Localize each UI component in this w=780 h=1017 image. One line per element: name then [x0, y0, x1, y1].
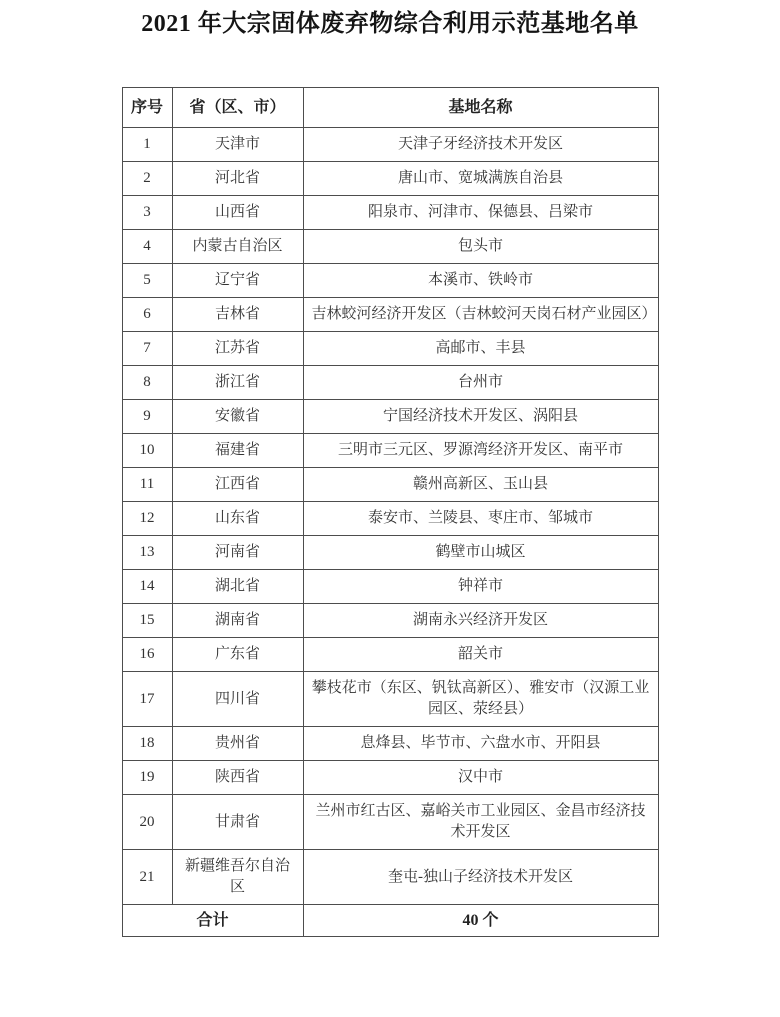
row-province: 四川省	[172, 672, 303, 727]
row-province: 湖北省	[172, 570, 303, 604]
table-row	[122, 264, 658, 298]
row-index: 20	[122, 795, 172, 850]
row-base-name: 奎屯-独山子经济技术开发区	[303, 850, 658, 905]
table-row	[122, 850, 658, 905]
row-province: 湖南省	[172, 604, 303, 638]
row-province: 福建省	[172, 434, 303, 468]
col-header-base-name: 基地名称	[303, 88, 658, 128]
row-province: 甘肃省	[172, 795, 303, 850]
row-base-name: 三明市三元区、罗源湾经济开发区、南平市	[303, 434, 658, 468]
row-base-name: 唐山市、宽城满族自治县	[303, 162, 658, 196]
table-row	[122, 128, 658, 162]
table-row	[122, 332, 658, 366]
table-row	[122, 366, 658, 400]
row-index: 11	[122, 468, 172, 502]
row-index: 3	[122, 196, 172, 230]
base-list-table	[122, 87, 659, 937]
table-row	[122, 672, 658, 727]
row-index: 19	[122, 761, 172, 795]
row-base-name: 阳泉市、河津市、保德县、吕梁市	[303, 196, 658, 230]
row-province: 山东省	[172, 502, 303, 536]
table-body	[122, 128, 658, 905]
row-base-name: 高邮市、丰县	[303, 332, 658, 366]
row-base-name: 泰安市、兰陵县、枣庄市、邹城市	[303, 502, 658, 536]
row-index: 9	[122, 400, 172, 434]
row-base-name: 本溪市、铁岭市	[303, 264, 658, 298]
row-base-name: 宁国经济技术开发区、涡阳县	[303, 400, 658, 434]
row-index: 15	[122, 604, 172, 638]
row-province: 河北省	[172, 162, 303, 196]
row-base-name: 天津子牙经济技术开发区	[303, 128, 658, 162]
table-row	[122, 727, 658, 761]
row-province: 河南省	[172, 536, 303, 570]
row-base-name: 钟祥市	[303, 570, 658, 604]
row-index: 13	[122, 536, 172, 570]
row-base-name: 台州市	[303, 366, 658, 400]
page-title: 2021 年大宗固体废弃物综合利用示范基地名单	[141, 11, 639, 37]
row-province: 陕西省	[172, 761, 303, 795]
row-base-name: 汉中市	[303, 761, 658, 795]
row-index: 2	[122, 162, 172, 196]
row-base-name: 兰州市红古区、嘉峪关市工业园区、金昌市经济技术开发区	[303, 795, 658, 850]
row-index: 17	[122, 672, 172, 727]
row-index: 10	[122, 434, 172, 468]
table-row	[122, 570, 658, 604]
col-header-province: 省（区、市）	[172, 88, 303, 128]
col-header-index: 序号	[122, 88, 172, 128]
row-base-name: 韶关市	[303, 638, 658, 672]
row-province: 辽宁省	[172, 264, 303, 298]
row-base-name: 鹤壁市山城区	[303, 536, 658, 570]
table-row	[122, 298, 658, 332]
row-province: 广东省	[172, 638, 303, 672]
row-province: 浙江省	[172, 366, 303, 400]
total-value: 40 个	[303, 905, 658, 937]
row-base-name: 赣州高新区、玉山县	[303, 468, 658, 502]
table-header-row	[122, 88, 658, 128]
table-row	[122, 502, 658, 536]
row-base-name: 包头市	[303, 230, 658, 264]
row-index: 7	[122, 332, 172, 366]
table-footer-row	[122, 905, 658, 937]
table-row	[122, 230, 658, 264]
table-row	[122, 400, 658, 434]
table-row	[122, 536, 658, 570]
row-index: 14	[122, 570, 172, 604]
row-index: 1	[122, 128, 172, 162]
row-base-name: 攀枝花市（东区、钒钛高新区）、雅安市（汉源工业园区、荥经县）	[303, 672, 658, 727]
row-province: 江苏省	[172, 332, 303, 366]
table-row	[122, 434, 658, 468]
row-index: 6	[122, 298, 172, 332]
row-index: 4	[122, 230, 172, 264]
row-province: 吉林省	[172, 298, 303, 332]
table-row	[122, 196, 658, 230]
row-province: 内蒙古自治区	[172, 230, 303, 264]
row-province: 新疆维吾尔自治区	[172, 850, 303, 905]
row-province: 安徽省	[172, 400, 303, 434]
table-row	[122, 761, 658, 795]
row-base-name: 息烽县、毕节市、六盘水市、开阳县	[303, 727, 658, 761]
row-province: 江西省	[172, 468, 303, 502]
row-province: 贵州省	[172, 727, 303, 761]
table-row	[122, 795, 658, 850]
table-row	[122, 638, 658, 672]
table-row	[122, 468, 658, 502]
row-index: 5	[122, 264, 172, 298]
row-province: 天津市	[172, 128, 303, 162]
table-row	[122, 162, 658, 196]
row-index: 21	[122, 850, 172, 905]
row-index: 18	[122, 727, 172, 761]
row-province: 山西省	[172, 196, 303, 230]
row-base-name: 吉林蛟河经济开发区（吉林蛟河天岗石材产业园区）	[303, 298, 658, 332]
row-index: 8	[122, 366, 172, 400]
total-label: 合计	[122, 905, 303, 937]
row-index: 16	[122, 638, 172, 672]
row-base-name: 湖南永兴经济开发区	[303, 604, 658, 638]
table-row	[122, 604, 658, 638]
row-index: 12	[122, 502, 172, 536]
